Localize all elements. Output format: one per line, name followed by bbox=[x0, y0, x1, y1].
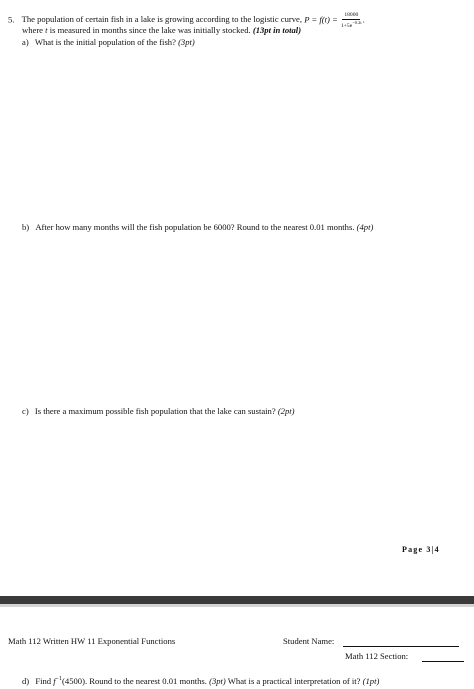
course-title: Math 112 Written HW 11 Exponential Functions bbox=[8, 636, 176, 646]
line2-variable: t bbox=[45, 25, 48, 35]
part-d-points-1: (3pt) bbox=[209, 675, 226, 686]
line2-description: is measured in months since the lake was initially stocked. bbox=[49, 25, 251, 35]
section-line[interactable] bbox=[422, 661, 464, 662]
fraction-numerator: 18000 bbox=[344, 12, 359, 18]
logistic-fraction bbox=[341, 12, 362, 29]
page-break-shadow bbox=[0, 604, 474, 607]
part-a-text: What is the initial population of the fish? bbox=[34, 37, 176, 47]
part-a bbox=[22, 37, 195, 48]
part-c-label: c) bbox=[22, 406, 29, 416]
part-d-argument: (4500). Round to the nearest 0.01 months. bbox=[62, 675, 207, 686]
part-d-inverse: −1 bbox=[55, 676, 63, 682]
part-b-text: After how many months will the fish population be 6000? Round to the nearest 0.01 months. bbox=[35, 222, 355, 232]
part-b bbox=[22, 222, 373, 233]
part-d bbox=[22, 674, 379, 687]
denominator-base: 1+5e bbox=[340, 22, 353, 29]
line2-where: where bbox=[22, 25, 43, 35]
part-c bbox=[22, 406, 295, 417]
part-d-interpretation: What is a practical interpretation of it? bbox=[227, 675, 361, 686]
question-number: 5. bbox=[8, 14, 15, 25]
formula-period: . bbox=[362, 14, 365, 25]
fraction-denominator bbox=[341, 20, 362, 29]
part-d-points-2: (1pt) bbox=[362, 675, 380, 686]
part-a-points: (3pt) bbox=[178, 37, 195, 47]
part-d-label: d) bbox=[22, 675, 30, 686]
part-c-text: Is there a maximum possible fish population that the lake can sustain? bbox=[34, 406, 276, 416]
total-points: (13pt in total) bbox=[252, 25, 302, 35]
section-label: Math 112 Section: bbox=[345, 651, 409, 661]
student-name-line[interactable] bbox=[343, 646, 459, 647]
part-d-find: Find bbox=[35, 675, 52, 686]
part-d-function: f bbox=[53, 675, 56, 686]
denominator-exponent: −0.2t bbox=[352, 20, 362, 25]
student-name-label: Student Name: bbox=[283, 636, 335, 646]
question-intro: The population of certain fish in a lake is growing according to the logistic curve, bbox=[21, 14, 303, 25]
formula-lhs: P = f(t) = bbox=[304, 14, 338, 25]
page-break bbox=[0, 596, 474, 604]
page-number: Page 3|4 bbox=[402, 545, 440, 554]
part-c-points: (2pt) bbox=[277, 406, 295, 416]
question-5-line-2 bbox=[22, 25, 301, 36]
part-a-label: a) bbox=[22, 37, 29, 47]
part-b-points: (4pt) bbox=[356, 222, 374, 232]
part-b-label: b) bbox=[22, 222, 30, 232]
